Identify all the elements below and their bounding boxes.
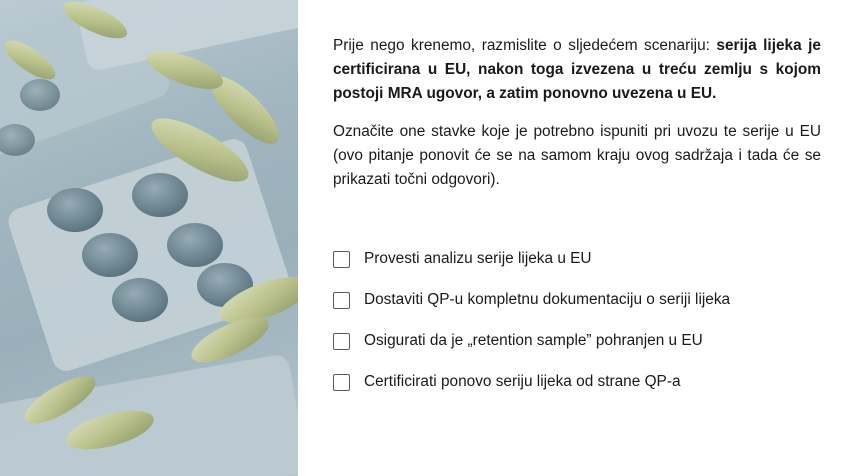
checkbox[interactable]	[333, 333, 350, 350]
checkbox[interactable]	[333, 251, 350, 268]
option-recertify[interactable]	[333, 369, 821, 395]
checkbox[interactable]	[333, 374, 350, 391]
option-label: Certificirati ponovo seriju lijeka od strane QP-a	[364, 373, 681, 390]
pills-illustration	[0, 0, 298, 476]
option-retention-sample[interactable]	[333, 328, 821, 354]
instruction-paragraph: Označite one stavke koje je potrebno ispuniti pri uvozu te serije u EU (ovo pitanje ponovit će se na samom kraju ovog sadržaja i tada će se prikazati točni odgovori).	[333, 123, 821, 188]
option-label: Provesti analizu serije lijeka u EU	[364, 250, 592, 267]
options-list	[333, 246, 821, 410]
scenario-paragraph	[333, 34, 821, 106]
scenario-intro: Prije nego krenemo, razmislite o sljedećem scenariju:	[333, 37, 717, 54]
checkbox[interactable]	[333, 292, 350, 309]
option-label: Dostaviti QP-u kompletnu dokumentaciju o seriji lijeka	[364, 291, 731, 308]
pills-photo	[0, 0, 298, 476]
option-label: Osigurati da je „retention sample” pohranjen u EU	[364, 332, 703, 349]
question-text	[333, 34, 821, 192]
option-documentation[interactable]	[333, 287, 821, 313]
option-analysis[interactable]	[333, 246, 821, 272]
scenario-bold: serija lijeka je certificirana u EU, nakon toga izvezena u treću zemlju s kojom postoji MRA ugovor, a zatim ponovno uvezena u EU.	[333, 37, 821, 102]
